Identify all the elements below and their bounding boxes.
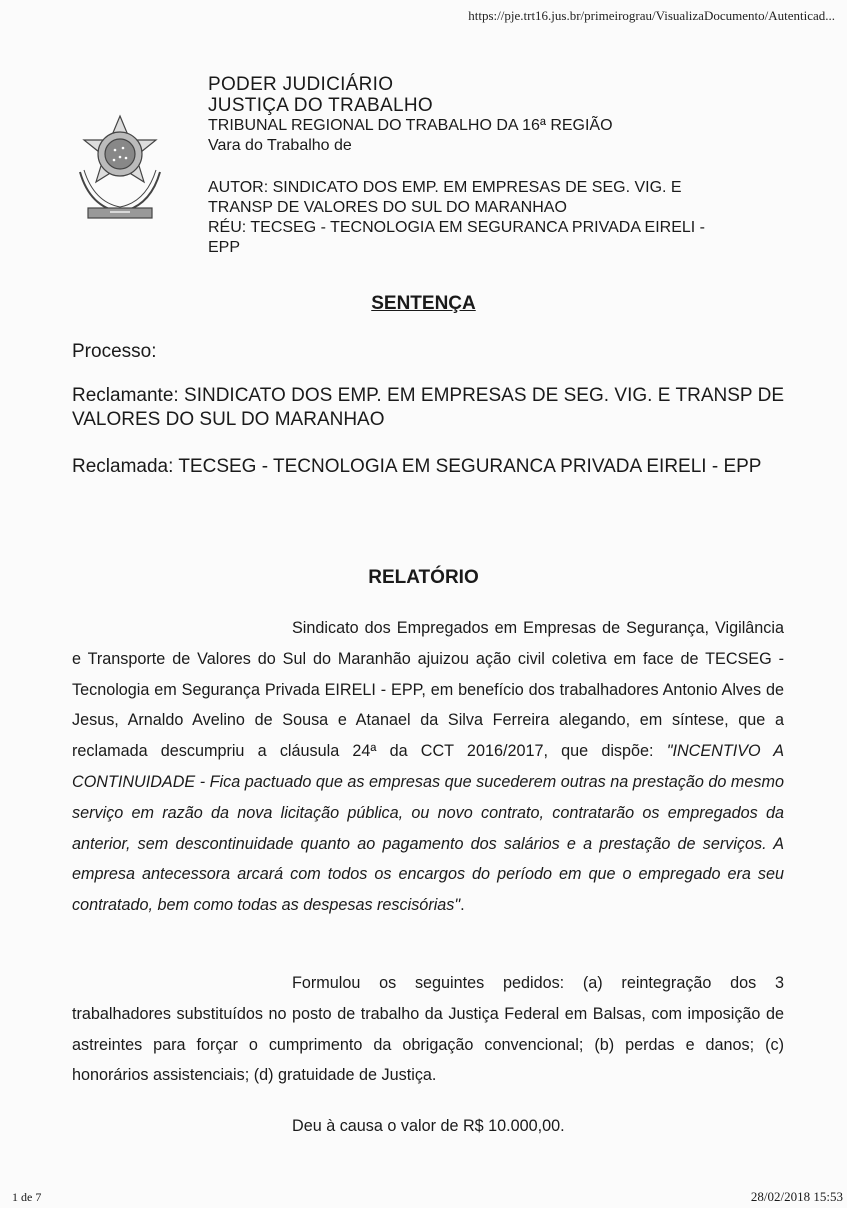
autor-line-2: TRANSP DE VALORES DO SUL DO MARANHAO bbox=[208, 199, 567, 216]
paragraph-1-text: Sindicato dos Empregados em Empresas de Segurança, Vigilância e Transporte de Valores do Sul do Maranhão ajuizou ação civil coletiva em face de TECSEG - Tecnologia em Segurança Privada EIRELI - EPP, em benefício dos trabalhadores Antonio Alves de Jesus, Arnaldo Avelino de Sousa e Atanael da Silva Ferreira alegando, em síntese, que a reclamada descumpriu a cláusula 24ª da CCT 2016/2017, que dispõe: bbox=[72, 619, 784, 761]
print-timestamp: 28/02/2018 15:53 bbox=[750, 1189, 843, 1204]
header-line-poder: PODER JUDICIÁRIO bbox=[208, 74, 394, 95]
paragraph-1-end: . bbox=[460, 896, 465, 915]
paragraph-1-quote: "INCENTIVO A CONTINUIDADE - Fica pactuado que as empresas que sucederem outras na prestação do mesmo serviço em razão da nova licitação pública, ou novo contrato, contratarão os empregados da anterior, sem descontinuidade quanto ao pagamento dos salários e a prestação de serviços. A empresa antecessora arcará com todos os encargos do período em que o empregado era seu contratado, bem como todas as despesas rescisórias" bbox=[72, 742, 785, 915]
header-line-vara: Vara do Trabalho de bbox=[208, 137, 352, 154]
document-title: SENTENÇA bbox=[371, 293, 476, 314]
paragraph-1 bbox=[72, 613, 784, 921]
reclamada-text: Reclamada: TECSEG - TECNOLOGIA EM SEGURANCA PRIVADA EIRELI - EPP bbox=[72, 456, 762, 477]
section-title-relatorio: RELATÓRIO bbox=[368, 567, 479, 588]
header-parties bbox=[208, 178, 808, 258]
reu-line-1: RÉU: TECSEG - TECNOLOGIA EM SEGURANCA PRIVADA EIRELI - bbox=[208, 219, 706, 236]
page-number: 1 de 7 bbox=[12, 1190, 42, 1204]
document-header bbox=[208, 74, 808, 258]
header-line-justica: JUSTIÇA DO TRABALHO bbox=[208, 95, 433, 116]
browser-url: https://pje.trt16.jus.br/primeirograu/VisualizaDocumento/Autenticad... bbox=[468, 8, 835, 23]
paragraph-2: Formulou os seguintes pedidos: (a) reintegração dos 3 trabalhadores substituídos no posto de trabalho da Justiça Federal em Balsas, com imposição de astreintes para forçar o cumprimento da obrigação convencional; (b) perdas e danos; (c) honorários assistenciais; (d) gratuidade de Justiça. bbox=[72, 974, 784, 1085]
brazil-coat-of-arms-icon bbox=[70, 112, 170, 230]
reclamante-text: Reclamante: SINDICATO DOS EMP. EM EMPRESAS DE SEG. VIG. E TRANSP DE VALORES DO SUL DO MARANHAO bbox=[72, 385, 784, 430]
autor-line-1: AUTOR: SINDICATO DOS EMP. EM EMPRESAS DE SEG. VIG. E bbox=[208, 179, 682, 196]
processo-label: Processo: bbox=[72, 341, 157, 362]
header-line-tribunal: TRIBUNAL REGIONAL DO TRABALHO DA 16ª REGIÃO bbox=[208, 117, 613, 134]
reu-line-2: EPP bbox=[208, 239, 241, 256]
paragraph-3: Deu à causa o valor de R$ 10.000,00. bbox=[292, 1117, 565, 1135]
